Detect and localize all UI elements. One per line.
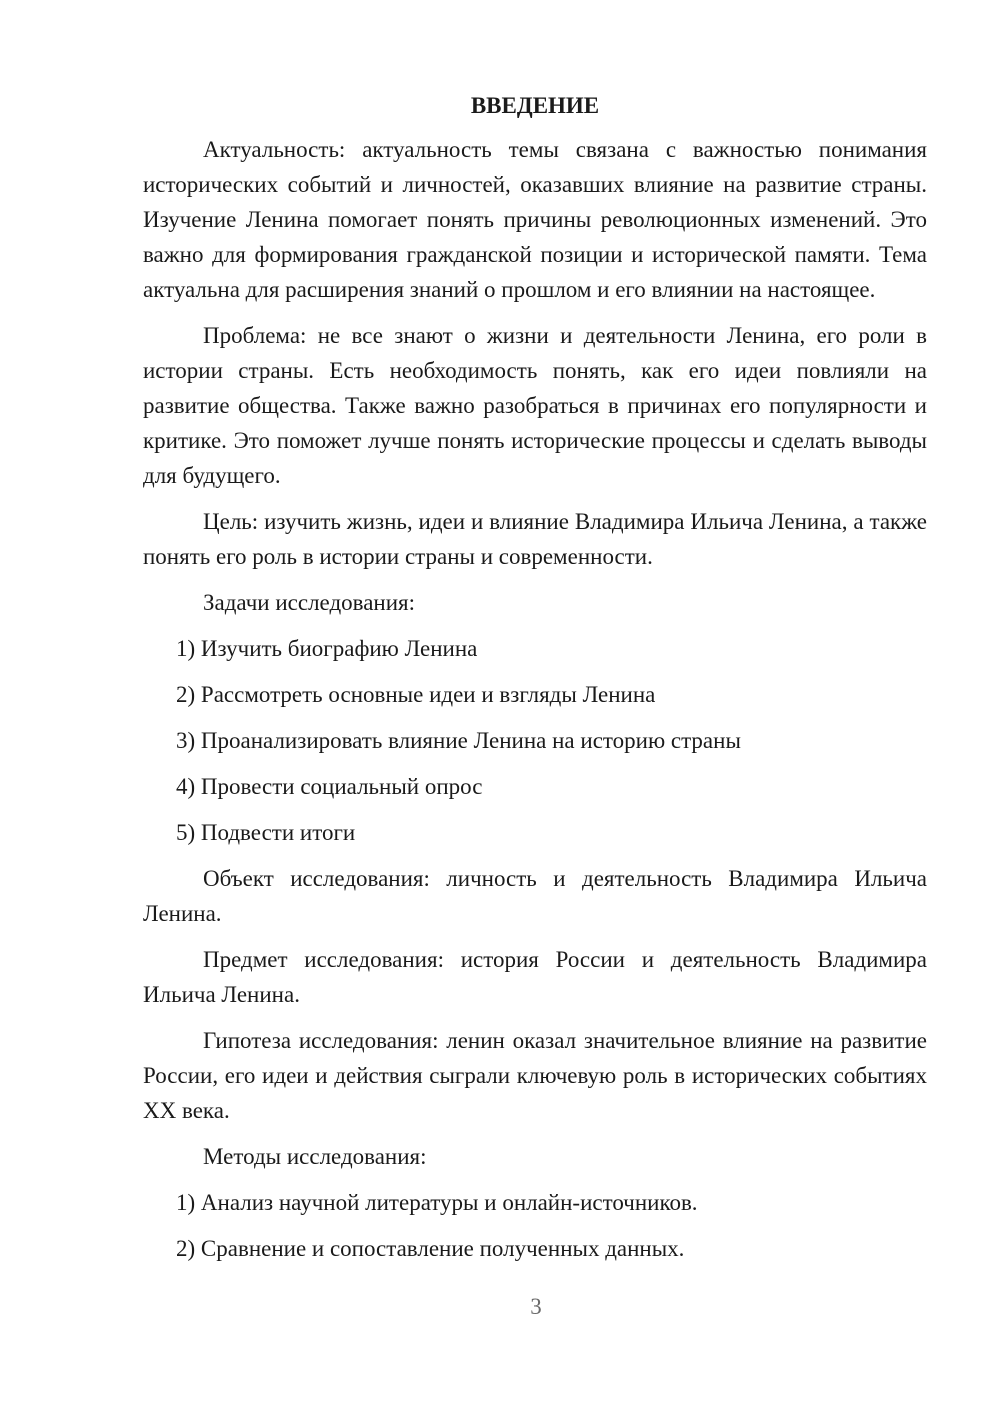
methods-list: [143, 1185, 927, 1266]
method-item: 2) Сравнение и сопоставление полученных данных.: [176, 1236, 685, 1261]
relevance-paragraph: Актуальность: актуальность темы связана с важностью понимания исторических событий и личностей, оказавших влияние на развитие страны. Изучение Ленина помогает понять причины революционных изменений. Это важно для формирования гражданской позиции и исторической памяти. Тема актуальна для расширения знаний о прошлом и его влиянии на настоящее.: [143, 137, 927, 302]
goal-paragraph: Цель: изучить жизнь, идеи и влияние Владимира Ильича Ленина, а также понять его роль в истории страны и современности.: [143, 509, 927, 569]
section-heading: ВВЕДЕНИЕ: [470, 93, 600, 118]
hypothesis-paragraph: Гипотеза исследования: ленин оказал значительное влияние на развитие России, его идеи и действия сыграли ключевую роль в исторических событиях XX века.: [143, 1028, 927, 1123]
problem-paragraph: Проблема: не все знают о жизни и деятельности Ленина, его роли в истории страны. Есть необходимость понять, как его идеи повлияли на развитие общества. Также важно разобраться в причинах его популярности и критике. Это поможет лучше понять исторические процессы и сделать выводы для будущего.: [143, 323, 927, 488]
method-item: 1) Анализ научной литературы и онлайн-источников.: [176, 1190, 698, 1215]
document-page: [143, 88, 927, 1277]
methods-label: Методы исследования:: [203, 1144, 427, 1169]
tasks-label: Задачи исследования:: [203, 590, 416, 615]
task-item: 5) Подвести итоги: [176, 820, 356, 845]
task-item: 1) Изучить биографию Ленина: [176, 636, 478, 661]
task-item: 4) Провести социальный опрос: [176, 774, 483, 799]
tasks-list: [143, 631, 927, 850]
page-number: 3: [530, 1294, 542, 1319]
object-paragraph: Объект исследования: личность и деятельность Владимира Ильича Ленина.: [143, 866, 927, 926]
task-item: 3) Проанализировать влияние Ленина на историю страны: [176, 728, 741, 753]
subject-paragraph: Предмет исследования: история России и деятельность Владимира Ильича Ленина.: [143, 947, 927, 1007]
task-item: 2) Рассмотреть основные идеи и взгляды Ленина: [176, 682, 656, 707]
